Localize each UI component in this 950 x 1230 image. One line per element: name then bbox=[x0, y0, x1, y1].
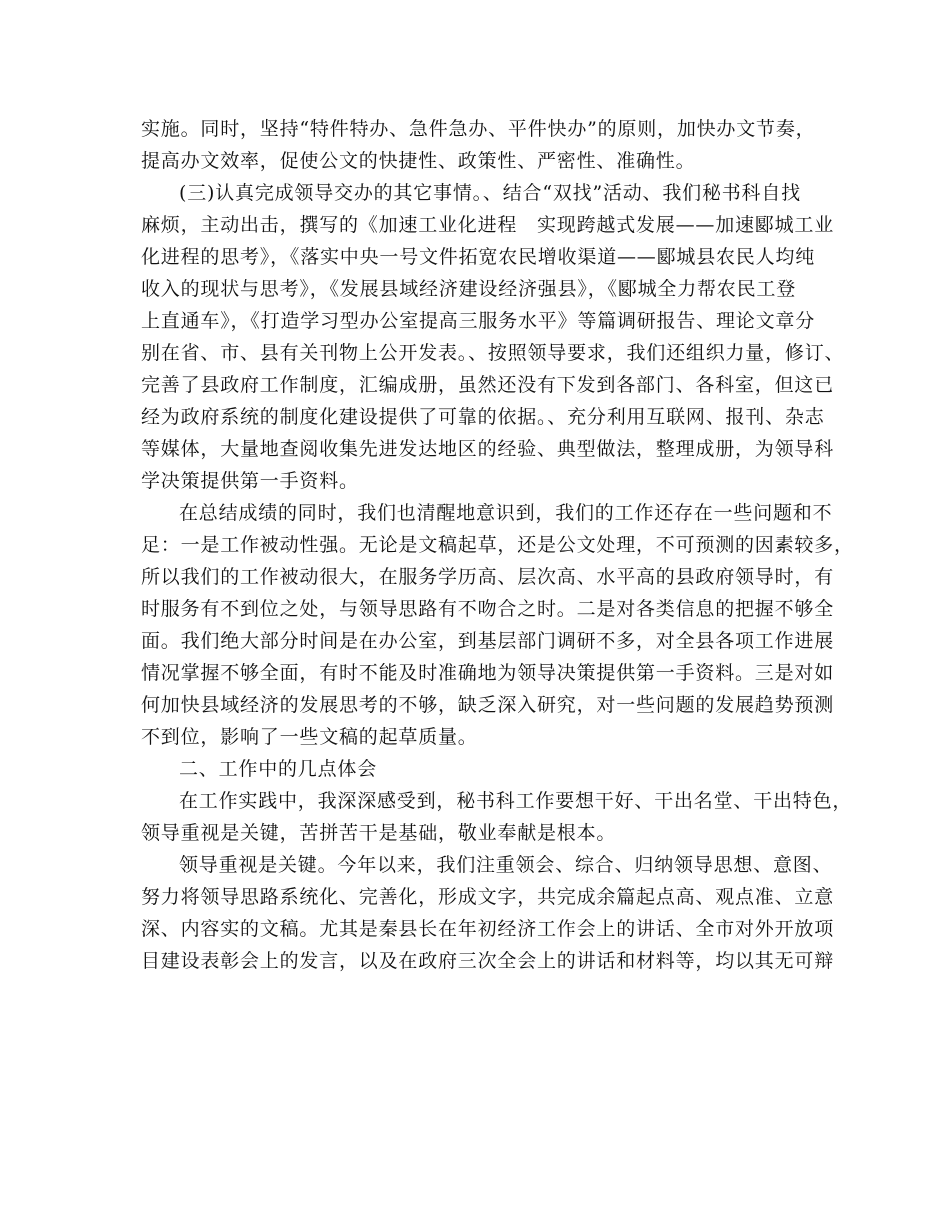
text-line: 麻烦，主动出击，撰写的《加速工业化进程 实现跨越式发展——加速郾城工业 bbox=[141, 214, 835, 236]
text-line: 足：一是工作被动性强。无论是文稿起草，还是公文处理，不可预测的因素较多， bbox=[141, 534, 854, 556]
text-line: 所以我们的工作被动很大，在服务学历高、层次高、水平高的县政府领导时，有 bbox=[141, 566, 835, 588]
text-line: 面。我们绝大部分时间是在办公室，到基层部门调研不多，对全县各项工作进展 bbox=[141, 630, 835, 652]
text-line: 时服务有不到位之处，与领导思路有不吻合之时。二是对各类信息的把握不够全 bbox=[141, 598, 835, 620]
text-line: 领导重视是关键，苦拼苦干是基础，敬业奉献是根本。 bbox=[141, 822, 617, 844]
document-body bbox=[141, 113, 854, 977]
text-line: 领导重视是关键。今年以来，我们注重领会、综合、归纳领导思想、意图、 bbox=[179, 854, 833, 876]
text-line: 等媒体，大量地查阅收集先进发达地区的经验、典型做法，整理成册，为领导科 bbox=[141, 438, 835, 460]
text-line: 努力将领导思路系统化、完善化，形成文字，共完成余篇起点高、观点准、立意 bbox=[141, 886, 835, 908]
text-line: 实施。同时，坚持“特件特办、急件急办、平件快办”的原则，加快办文节奏， bbox=[141, 118, 816, 140]
text-line: 学决策提供第一手资料。 bbox=[141, 470, 359, 492]
text-line: 不到位，影响了一些文稿的起草质量。 bbox=[141, 726, 478, 748]
text-line: 深、内容实的文稿。尤其是秦县长在年初经济工作会上的讲话、全市对外开放项 bbox=[141, 918, 835, 940]
text-line: 何加快县域经济的发展思考的不够，缺乏深入研究，对一些问题的发展趋势预测 bbox=[141, 694, 835, 716]
text-line: 情况掌握不够全面，有时不能及时准确地为领导决策提供第一手资料。三是对如 bbox=[141, 662, 835, 684]
text-line: 完善了县政府工作制度，汇编成册，虽然还没有下发到各部门、各科室，但这已 bbox=[141, 374, 835, 396]
text-line: 在工作实践中，我深深感受到，秘书科工作要想干好、干出名堂、干出特色， bbox=[179, 790, 853, 812]
text-line: 收入的现状与思考》，《发展县域经济建设经济强县》，《郾城全力帮农民工登 bbox=[141, 278, 797, 300]
text-line: 化进程的思考》，《落实中央一号文件拓宽农民增收渠道——郾城县农民人均纯 bbox=[141, 246, 816, 268]
text-line: 二、工作中的几点体会 bbox=[179, 758, 378, 780]
text-line: 目建设表彰会上的发言，以及在政府三次全会上的讲话和材料等，均以其无可辩 bbox=[141, 950, 835, 972]
text-line: 在总结成绩的同时，我们也清醒地意识到，我们的工作还存在一些问题和不 bbox=[179, 502, 833, 524]
text-line: (三)认真完成领导交办的其它事情。、结合“双找”活动、我们秘书科自找 bbox=[179, 182, 801, 204]
text-line: 经为政府系统的制度化建设提供了可靠的依据。、充分利用互联网、报刊、杂志 bbox=[141, 406, 825, 428]
text-line: 别在省、市、县有关刊物上公开发表。、按照领导要求，我们还组织力量，修订、 bbox=[141, 342, 845, 364]
text-line: 提高办文效率，促使公文的快捷性、政策性、严密性、准确性。 bbox=[141, 150, 696, 172]
text-line: 上直通车》，《打造学习型办公室提高三服务水平》等篇调研报告、理论文章分 bbox=[141, 310, 816, 332]
